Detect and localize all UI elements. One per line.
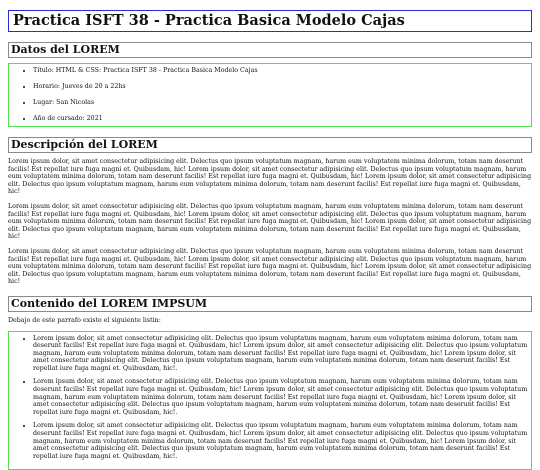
page-title: Practica ISFT 38 - Practica Basica Modelo Cajas (8, 10, 532, 32)
list-item: • Año de cursado: 2021 (33, 115, 531, 123)
list-item: • Horario: Jueves de 20 a 22hs (33, 83, 531, 91)
list-item: • Título: HTML & CSS: Practica ISFT 38 - Practica Basica Modelo Cajas (33, 67, 531, 75)
paragraph: Lorem ipsum dolor, sit amet consectetur adipisicing elit. Delectus quo ipsum voluptatum magnam, harum eum voluptatem minima dolorum, totam nam deserunt facilis! Est repellat iure fuga magni et. Quibusdam, hic! Lorem ipsum dolor, sit amet consectetur adipisicing elit. Delectus quo ipsum voluptatum magnam, harum eum voluptatem minima dolorum, totam nam deserunt facilis! Est repellat iure fuga magni et. Quibusdam, hic! Lorem ipsum dolor, sit amet consectetur adipisicing elit. Delectus quo ipsum voluptatum magnam, harum eum voluptatem minima dolorum, totam nam deserunt facilis! Est repellat iure fuga magni et. Quibusdam, hic! (8, 203, 532, 241)
datos-heading: Datos del LOREM (8, 42, 532, 58)
datos-list (9, 67, 531, 123)
list-item: • Lorem ipsum dolor, sit amet consectetur adipisicing elit. Delectus quo ipsum voluptatum magnam, harum eum voluptatem minima dolorum, totam nam deserunt facilis! Est repellat iure fuga magni et. Quibusdam, hic! Lorem ipsum dolor, sit amet consectetur adipisicing elit. Delectus quo ipsum voluptatum magnam, harum eum voluptatem minima dolorum, totam nam deserunt facilis! Est repellat iure fuga magni et. Quibusdam, hic! Lorem ipsum dolor, sit amet consectetur adipisicing elit. Delectus quo ipsum voluptatum magnam, harum eum voluptatem minima dolorum, totam nam deserunt facilis! Est repellat iure fuga magni et. Quibusdam, hic!. (33, 378, 531, 416)
contenido-box (8, 331, 532, 470)
list-item: • Lorem ipsum dolor, sit amet consectetur adipisicing elit. Delectus quo ipsum voluptatum magnam, harum eum voluptatem minima dolorum, totam nam deserunt facilis! Est repellat iure fuga magni et. Quibusdam, hic! Lorem ipsum dolor, sit amet consectetur adipisicing elit. Delectus quo ipsum voluptatum magnam, harum eum voluptatem minima dolorum, totam nam deserunt facilis! Est repellat iure fuga magni et. Quibusdam, hic! Lorem ipsum dolor, sit amet consectetur adipisicing elit. Delectus quo ipsum voluptatum magnam, harum eum voluptatem minima dolorum, totam nam deserunt facilis! Est repellat iure fuga magni et. Quibusdam, hic!. (33, 335, 531, 373)
contenido-intro: Debajo de este parrafo existe el siguiente listin: (8, 317, 532, 325)
list-item: • Lorem ipsum dolor, sit amet consectetur adipisicing elit. Delectus quo ipsum voluptatum magnam, harum eum voluptatem minima dolorum, totam nam deserunt facilis! Est repellat iure fuga magni et. Quibusdam, hic! Lorem ipsum dolor, sit amet consectetur adipisicing elit. Delectus quo ipsum voluptatum magnam, harum eum voluptatem minima dolorum, totam nam deserunt facilis! Est repellat iure fuga magni et. Quibusdam, hic! Lorem ipsum dolor, sit amet consectetur adipisicing elit. Delectus quo ipsum voluptatum magnam, harum eum voluptatem minima dolorum, totam nam deserunt facilis! Est repellat iure fuga magni et. Quibusdam, hic!. (33, 422, 531, 460)
descripcion-heading: Descripción del LOREM (8, 137, 532, 153)
datos-box (8, 63, 532, 127)
list-item: • Lugar: San Nicolas (33, 99, 531, 107)
paragraph: Lorem ipsum dolor, sit amet consectetur adipisicing elit. Delectus quo ipsum voluptatum magnam, harum eum voluptatem minima dolorum, totam nam deserunt facilis! Est repellat iure fuga magni et. Quibusdam, hic! Lorem ipsum dolor, sit amet consectetur adipisicing elit. Delectus quo ipsum voluptatum magnam, harum eum voluptatem minima dolorum, totam nam deserunt facilis! Est repellat iure fuga magni et. Quibusdam, hic! Lorem ipsum dolor, sit amet consectetur adipisicing elit. Delectus quo ipsum voluptatum magnam, harum eum voluptatem minima dolorum, totam nam deserunt facilis! Est repellat iure fuga magni et. Quibusdam, hic! (8, 248, 532, 286)
paragraph: Lorem ipsum dolor, sit amet consectetur adipisicing elit. Delectus quo ipsum voluptatum magnam, harum eum voluptatem minima dolorum, totam nam deserunt facilis! Est repellat iure fuga magni et. Quibusdam, hic! Lorem ipsum dolor, sit amet consectetur adipisicing elit. Delectus quo ipsum voluptatum magnam, harum eum voluptatem minima dolorum, totam nam deserunt facilis! Est repellat iure fuga magni et. Quibusdam, hic! Lorem ipsum dolor, sit amet consectetur adipisicing elit. Delectus quo ipsum voluptatum magnam, harum eum voluptatem minima dolorum, totam nam deserunt facilis! Est repellat iure fuga magni et. Quibusdam, hic! (8, 158, 532, 196)
contenido-list (9, 335, 531, 461)
contenido-heading: Contenido del LOREM IMPSUM (8, 296, 532, 312)
